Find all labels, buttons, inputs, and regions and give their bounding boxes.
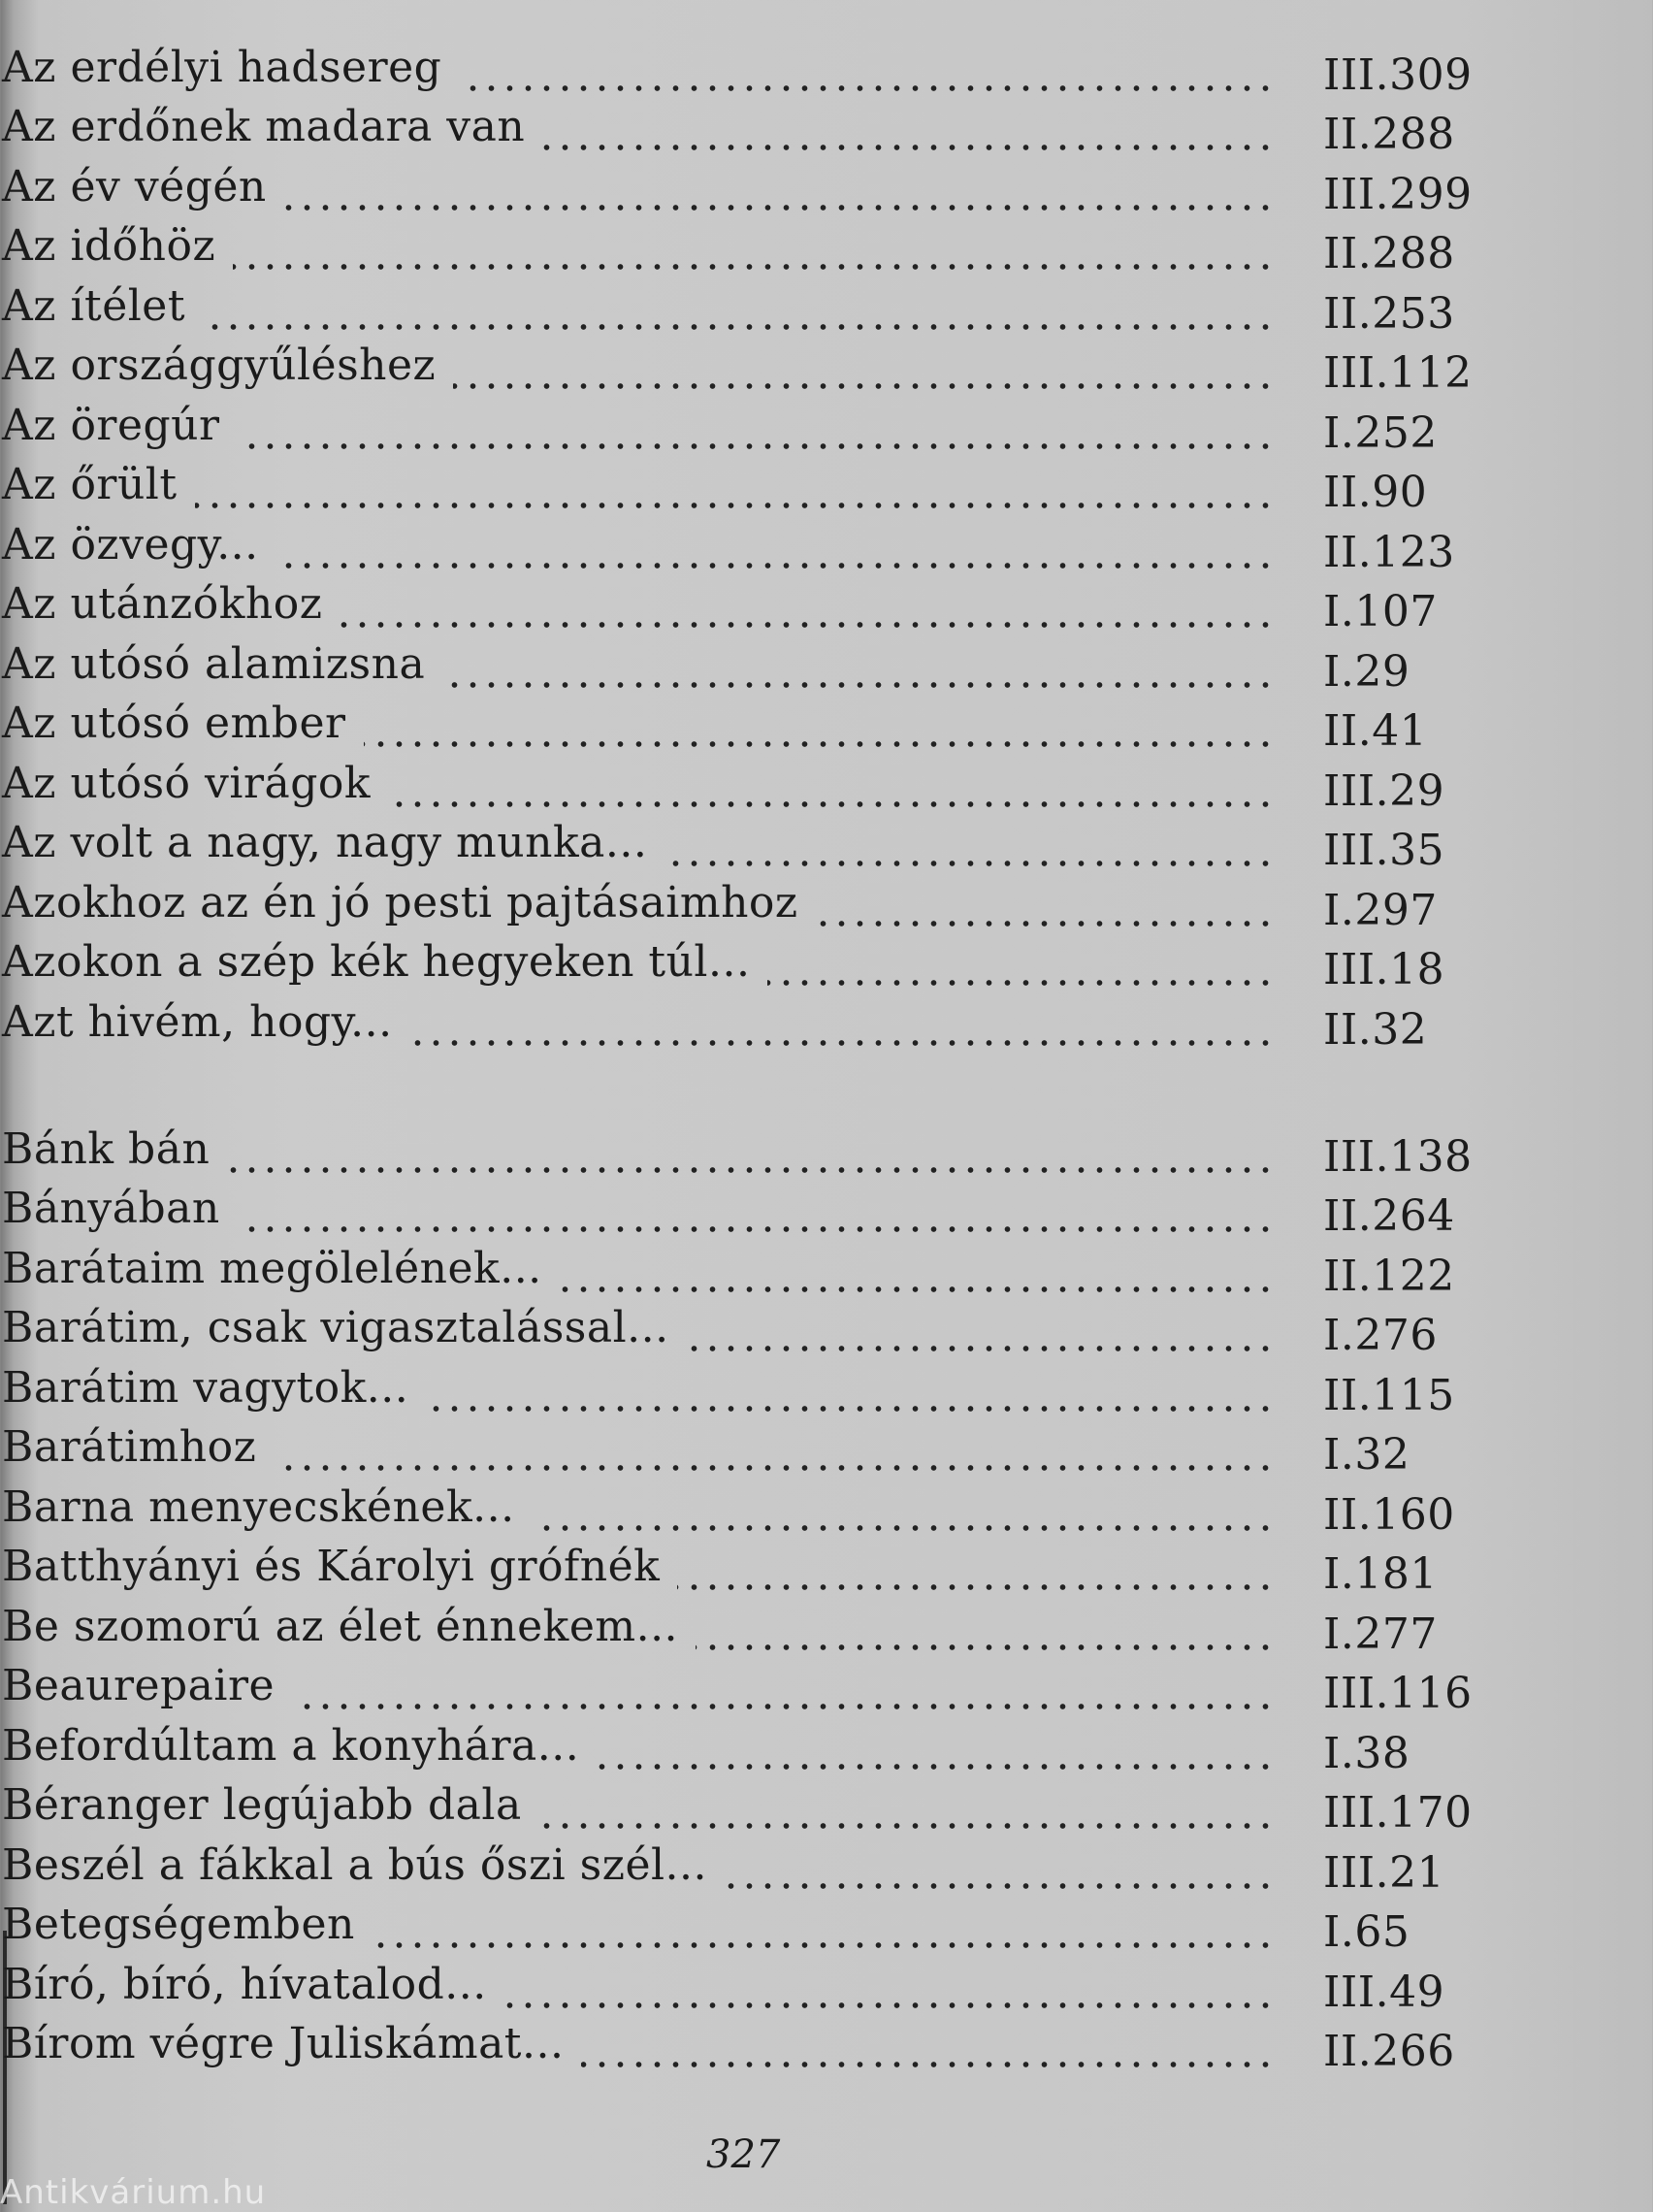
dot-leader [816,919,1275,928]
entry-page-ref: III.18 [1323,945,1445,994]
dot-leader [767,978,1275,988]
dot-leader [687,1344,1275,1353]
dot-leader [581,2060,1275,2069]
entry-title: Az utósó alamizsna [2,638,426,689]
entry-page-ref: I.181 [1323,1549,1438,1599]
index-entry [0,336,1591,396]
entry-title: Az erdőnek madara van [2,102,526,151]
dot-leader [504,2001,1275,2010]
index-entry [0,1179,1591,1239]
index-entry [0,1119,1591,1182]
dot-leader [340,620,1275,630]
dot-leader [292,1702,1275,1711]
entry-page-ref: II.288 [1323,229,1455,278]
dot-leader [410,1038,1275,1048]
index-entry [0,992,1591,1055]
index-entry [0,1417,1591,1478]
index-entry [0,455,1591,515]
entry-title: Azokhoz az én jó pesti pajtásaimhoz [2,877,798,927]
entry-title: Az utósó virágok [2,758,372,808]
entry-page-ref: I.107 [1323,587,1438,636]
entry-title: Barna menyecskének... [2,1481,515,1532]
entry-title: Az időhöz [2,221,216,271]
dot-leader [677,1582,1275,1592]
index-entry [0,753,1591,816]
dot-leader [539,1821,1275,1831]
entry-page-ref: I.297 [1323,885,1438,935]
entry-page-ref: I.65 [1323,1907,1410,1957]
dot-leader [453,381,1275,391]
dot-leader [195,501,1275,510]
entry-title: Azt hivém, hogy... [2,996,393,1047]
entry-title: Azokon a szép kék hegyeken túl... [2,937,751,987]
entry-title: Barátim vagytok... [2,1362,409,1413]
index-entry [0,276,1591,339]
entry-page-ref: III.112 [1323,348,1473,398]
index-entry [0,2014,1591,2074]
index-entry [0,1477,1591,1540]
watermark: Antikvárium.hu [0,2173,267,2212]
index-entry [0,872,1591,935]
dot-leader [233,262,1275,272]
dot-leader [364,739,1275,749]
dot-leader [276,561,1275,570]
index-entry [0,1357,1591,1420]
entry-title: Batthyányi és Károlyi grófnék [2,1542,661,1591]
entry-page-ref: I.277 [1323,1609,1438,1659]
entry-page-ref: II.41 [1323,706,1428,756]
index-entry [0,395,1591,458]
dot-leader [388,799,1275,809]
entry-page-ref: II.264 [1323,1191,1455,1241]
entry-page-ref: II.160 [1323,1489,1455,1540]
dot-leader [459,83,1275,93]
entry-page-ref: I.252 [1323,407,1438,458]
entry-page-ref: I.38 [1323,1728,1410,1778]
entry-page-ref: II.288 [1323,110,1455,159]
entry-page-ref: III.116 [1323,1669,1473,1718]
index-entry [0,813,1591,873]
index-entry [0,932,1591,992]
index-entry [0,1656,1591,1716]
entry-page-ref: I.29 [1323,646,1410,697]
entry-title: Az év végén [2,161,267,211]
dot-leader [664,859,1275,868]
index-entry [0,574,1591,634]
entry-page-ref: II.123 [1323,527,1455,577]
index-section-a [0,37,1591,1055]
dot-leader [725,1881,1275,1891]
entry-page-ref: III.35 [1323,826,1445,875]
dot-leader [238,1224,1275,1234]
entry-page-ref: II.90 [1323,468,1428,517]
entry-title: Bírom végre Juliskámat... [2,2019,565,2068]
dot-leader [426,1404,1275,1414]
dot-leader [274,1463,1275,1473]
index-entry [0,694,1591,754]
index-entry [0,634,1591,697]
entry-title: Barátimhoz [2,1422,257,1472]
index-entry [0,1238,1591,1301]
dot-leader [284,203,1275,212]
dot-leader [442,680,1275,690]
entry-page-ref: III.21 [1323,1847,1445,1898]
entry-page-ref: II.253 [1323,288,1455,339]
entry-page-ref: III.170 [1323,1788,1473,1838]
entry-page-ref: III.29 [1323,765,1445,816]
page-number: 327 [706,2132,781,2177]
index-entry [0,216,1591,276]
entry-title: Beszél a fákkal a bús őszi szél... [2,1839,708,1890]
entry-title: Az ítélet [2,280,186,331]
entry-page-ref: II.122 [1323,1251,1455,1301]
entry-page-ref: III.49 [1323,1967,1445,2017]
dot-leader [560,1285,1275,1294]
entry-page-ref: I.32 [1323,1430,1410,1480]
index-entry [0,1596,1591,1659]
dot-leader [533,1523,1275,1533]
index-entry [0,97,1591,157]
entry-title: Az erdélyi hadsereg [2,42,442,92]
index-entry [0,156,1591,219]
entry-title: Befordúltam a konyhára... [2,1720,580,1771]
index-entry [0,1954,1591,2017]
entry-title: Az országgyűléshez [2,341,437,390]
dot-leader [238,441,1275,451]
entry-title: Betegségemben [2,1900,355,1949]
index-entry [0,1537,1591,1597]
index-entry [0,1835,1591,1898]
index-entry [0,1298,1591,1358]
entry-title: Be szomorú az élet énnekem... [2,1601,679,1651]
entry-title: Az utósó ember [2,699,346,748]
index-entry [0,514,1591,577]
dot-leader [542,143,1275,152]
entry-page-ref: II.115 [1323,1370,1455,1420]
index-entry [0,1895,1591,1955]
entry-title: Beaurepaire [2,1661,276,1710]
entry-title: Bánk bán [2,1123,211,1174]
entry-title: Bányában [2,1184,220,1233]
index-entry [0,37,1591,100]
entry-title: Barátim, csak vigasztalással... [2,1303,669,1352]
index-entry [0,1715,1591,1778]
entry-title: Bíró, bíró, hívatalod... [2,1959,487,2009]
entry-title: Az özvegy... [2,519,259,569]
entry-page-ref: III.138 [1323,1131,1473,1182]
entry-page-ref: II.266 [1323,2027,1455,2076]
entry-title: Barátaim megölelének... [2,1243,542,1293]
entry-page-ref: II.32 [1323,1004,1428,1055]
dot-leader [373,1940,1275,1950]
dot-leader [227,1165,1275,1175]
dot-leader [203,322,1275,332]
index-entry [0,1775,1591,1836]
entry-title: Béranger legújabb dala [2,1780,522,1830]
entry-title: Az őrült [2,460,178,509]
entry-page-ref: III.299 [1323,169,1473,219]
entry-title: Az öregúr [2,400,220,450]
dot-leader [696,1643,1275,1652]
entry-title: Az utánzókhoz [2,579,323,629]
entry-page-ref: III.309 [1323,49,1473,100]
entry-title: Az volt a nagy, nagy munka... [2,818,648,867]
index-section-b [0,1119,1591,2076]
entry-page-ref: I.276 [1323,1311,1438,1360]
dot-leader [597,1762,1275,1772]
